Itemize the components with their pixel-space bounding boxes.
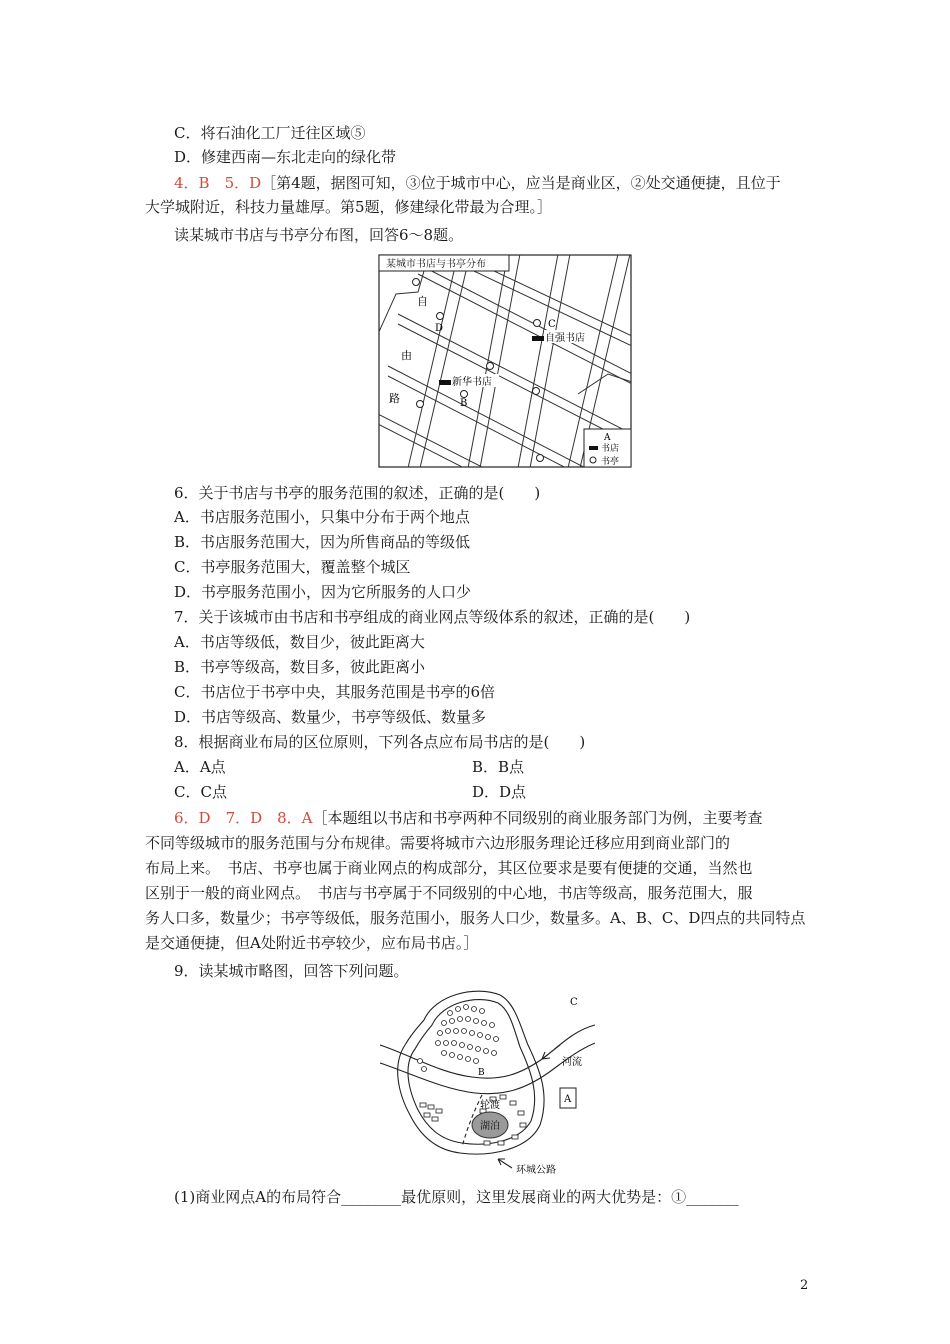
q7-stem: 7．关于该城市由书店和书亭组成的商业网点等级体系的叙述，正确的是( ) [174,608,691,626]
kiosk-circle [461,391,468,398]
legend-kiosk-icon [590,457,596,463]
option-3c: C．将石油化工厂迁往区域⑤ [174,124,366,142]
q7-option-b: B．书亭等级高，数目多，彼此距离小 [174,658,426,676]
q8-option-b: B．B点 [472,758,525,776]
q7-option-d: D．书店等级高、数量少，书亭等级低、数量多 [174,708,487,726]
river-arrow [542,1045,560,1059]
q9-sub-1: (1)商业网点A的布局符合________最优原则，这里发展商业的两大优势是：①_______ [174,1188,739,1206]
q8-stem: 8．根据商业布局的区位原则，下列各点应布局书店的是( ) [174,733,586,751]
answer-6-8-line-4: 区别于一般的商业网点。 书店与书亭属于不同级别的中心地，书店等级高，服务范围大，服 [145,884,753,902]
city-sketch-map [380,985,610,1177]
answer-text: ［第4题，据图可知，③位于城市中心，应当是商业区，②处交通便捷，且位于 [261,174,781,192]
ring-road-inner [408,1000,535,1145]
answer-text: ［本题组以书店和书亭两种不同级别的商业服务部门为例，主要考查 [312,809,763,827]
answer-4-5 [174,172,781,194]
q8-option-d: D．D点 [472,783,527,801]
kiosk-circle [537,455,544,462]
lake-label: 湖泊 [480,1121,500,1132]
legend-shop-label: 书店 [601,444,620,454]
answer-6-8 [174,807,763,829]
answer-6-8-line-3: 布局上来。 书店、书亭也属于商业网点的构成部分，其区位要求是要有便捷的交通，当然也 [145,859,753,877]
q9-stem: 9．读某城市略图，回答下列问题。 [174,962,409,980]
kiosk-circle [413,279,420,286]
legend-shop-icon [589,446,598,450]
q7-option-c: C．书店位于书亭中央，其服务范围是书亭的6倍 [174,683,496,701]
option-3d: D．修建西南—东北走向的绿化带 [174,148,397,166]
point-b-label: B [460,398,468,409]
bookstore-marker-ziqiang [532,336,544,341]
answer-4-5-cont: 大学城附近，科技力量雄厚。第5题，修建绿化带最为合理。］ [145,198,553,216]
kiosk-circle [487,363,494,370]
q6-option-c: C．书亭服务范围大，覆盖整个城区 [174,558,411,576]
bookstore-marker-xinhua [439,380,451,385]
bookstore-xinhua-label: 新华书店 [452,377,492,388]
legend-a-label: A [604,433,611,443]
map-title: 某城市书店与书亭分布 [386,259,486,270]
answer-key: 6．D 7．D 8．A [174,809,313,827]
ferry-label: 轮渡 [480,1100,500,1111]
road-char-2: 由 [401,349,412,362]
intro-6-8: 读某城市书店与书亭分布图，回答6～8题。 [174,226,464,244]
answer-6-8-line-5: 务人口多，数量少；书亭等级低，服务范围小，服务人口少，数量多。A、B、C、D四点的共同特点 [145,909,806,927]
ring-road-arrow [498,1159,512,1168]
kiosk-circle [534,320,541,327]
road-char-1: 自 [417,295,428,308]
answer-6-8-line-2: 不同等级城市的服务范围与分布规律。需要将城市六边形服务理论迁移应用到商业部门的 [145,834,731,852]
q6-option-d: D．书亭服务范围小，因为它所服务的人口少 [174,583,472,601]
q8-option-c: C．C点 [174,783,227,801]
q6-option-a: A．书店服务范围小，只集中分布于两个地点 [174,508,470,526]
q8-option-a: A．A点 [174,758,226,776]
road-char-3: 路 [389,392,400,405]
q6-stem: 6．关于书店与书亭的服务范围的叙述，正确的是( ) [174,484,541,502]
point-c-label: C [570,997,578,1008]
bookstore-ziqiang-label: 自强书店 [545,333,585,344]
map-legend [584,429,631,467]
q7-option-a: A．书店等级低，数目少，彼此距离大 [174,633,425,651]
point-a-label: A [564,1094,572,1105]
q6-option-b: B．书店服务范围大，因为所售商品的等级低 [174,533,471,551]
answer-6-8-line-6: 是交通便捷，但A处附近书亭较少，应布局书店。］ [145,934,479,952]
upper-city-blocks [418,1005,499,1072]
ring-road-outer [398,991,544,1154]
bookstore-map [378,254,632,468]
point-d-label: D [435,323,444,334]
river-label: 河流 [562,1057,582,1068]
legend-kiosk-label: 书亭 [601,457,620,467]
kiosk-circle [533,388,540,395]
ring-road-label: 环城公路 [516,1165,556,1176]
page-number: 2 [800,1278,809,1293]
point-b-label: B [478,1068,485,1078]
answer-key: 4．B 5．D [174,174,262,192]
point-c-label: C [548,319,556,330]
kiosk-circle [437,313,444,320]
kiosk-circle [417,401,424,408]
